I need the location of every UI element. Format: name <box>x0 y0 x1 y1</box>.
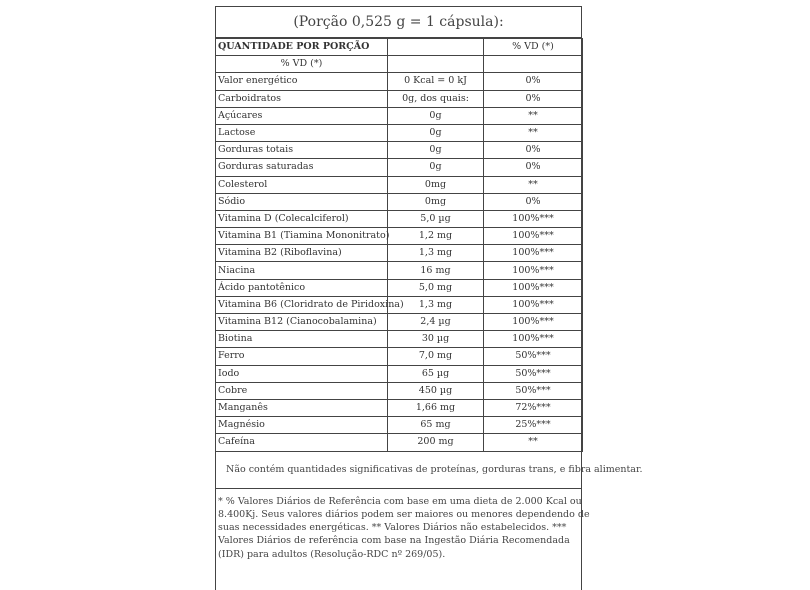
nutrient-vd: ** <box>484 124 583 141</box>
table-row <box>216 228 583 245</box>
not-significant-note: Não contém quantidades significativas de proteínas, gorduras trans, e fibra alimentar. <box>216 452 581 489</box>
nutrient-name: Manganês <box>216 399 388 416</box>
table-row <box>216 314 583 331</box>
nutrient-amount: 0g, dos quais: <box>388 90 484 107</box>
nutrient-vd: 0% <box>484 159 583 176</box>
table-row <box>216 434 583 451</box>
nutrient-name: Sódio <box>216 193 388 210</box>
table-row <box>216 159 583 176</box>
nutrient-name: Vitamina B1 (Tiamina Mononitrato) <box>216 228 388 245</box>
table-row <box>216 124 583 141</box>
nutrient-name: Gorduras saturadas <box>216 159 388 176</box>
nutrient-name: Ácido pantotênico <box>216 279 388 296</box>
nutrient-vd: 100%*** <box>484 228 583 245</box>
nutrient-amount: 0mg <box>388 176 484 193</box>
nutrient-vd: 72%*** <box>484 399 583 416</box>
nutrient-name: Iodo <box>216 365 388 382</box>
table-subheader-row <box>216 56 583 73</box>
nutrient-vd: 100%*** <box>484 245 583 262</box>
nutrient-vd: 100%*** <box>484 331 583 348</box>
table-row <box>216 296 583 313</box>
nutrient-amount: 5,0 mg <box>388 279 484 296</box>
nutrient-vd: 100%*** <box>484 279 583 296</box>
nutrient-name: Ferro <box>216 348 388 365</box>
nutrient-amount: 5,0 µg <box>388 210 484 227</box>
header-vd: % VD (*) <box>484 39 583 56</box>
nutrient-amount: 1,66 mg <box>388 399 484 416</box>
table-row <box>216 142 583 159</box>
table-row <box>216 348 583 365</box>
nutrient-vd: 50%*** <box>484 382 583 399</box>
nutrient-vd: ** <box>484 107 583 124</box>
nutrient-name: Vitamina D (Colecalciferol) <box>216 210 388 227</box>
nutrient-vd: 100%*** <box>484 296 583 313</box>
nutrient-amount: 0mg <box>388 193 484 210</box>
nutrient-amount: 1,3 mg <box>388 245 484 262</box>
nutrient-name: Colesterol <box>216 176 388 193</box>
nutrient-vd: 0% <box>484 90 583 107</box>
nutrient-vd: 0% <box>484 193 583 210</box>
portion-title: (Porção 0,525 g = 1 cápsula): <box>216 7 581 38</box>
nutrient-amount: 200 mg <box>388 434 484 451</box>
nutrient-name: Biotina <box>216 331 388 348</box>
nutrient-vd: 0% <box>484 142 583 159</box>
nutrient-vd: 100%*** <box>484 210 583 227</box>
table-row <box>216 73 583 90</box>
nutrient-amount: 65 mg <box>388 417 484 434</box>
nutrient-name: Cobre <box>216 382 388 399</box>
nutrient-name: Gorduras totais <box>216 142 388 159</box>
header-quantity-per-portion: QUANTIDADE POR PORÇÃO <box>216 39 388 56</box>
table-row <box>216 107 583 124</box>
nutrient-vd: ** <box>484 434 583 451</box>
nutrient-vd: 0% <box>484 73 583 90</box>
nutrient-amount: 2,4 µg <box>388 314 484 331</box>
nutrient-amount: 65 µg <box>388 365 484 382</box>
nutrient-vd: 100%*** <box>484 314 583 331</box>
subheader-empty-1 <box>388 56 484 73</box>
nutrient-name: Vitamina B6 (Cloridrato de Piridoxina) <box>216 296 388 313</box>
nutrient-amount: 7,0 mg <box>388 348 484 365</box>
table-row <box>216 399 583 416</box>
nutrition-table <box>215 38 583 452</box>
table-row <box>216 245 583 262</box>
nutrient-vd: 100%*** <box>484 262 583 279</box>
nutrient-amount: 450 µg <box>388 382 484 399</box>
nutrient-name: Cafeína <box>216 434 388 451</box>
nutrition-facts-panel <box>215 6 643 590</box>
nutrient-vd: ** <box>484 176 583 193</box>
nutrient-name: Vitamina B2 (Riboflavina) <box>216 245 388 262</box>
table-header-row <box>216 39 583 56</box>
table-row <box>216 382 583 399</box>
nutrient-amount: 0g <box>388 142 484 159</box>
header-amount <box>388 39 484 56</box>
nutrient-amount: 0 Kcal = 0 kJ <box>388 73 484 90</box>
nutrient-amount: 1,2 mg <box>388 228 484 245</box>
table-row <box>216 331 583 348</box>
nutrient-name: Lactose <box>216 124 388 141</box>
table-row <box>216 176 583 193</box>
nutrient-amount: 30 µg <box>388 331 484 348</box>
nutrient-amount: 0g <box>388 124 484 141</box>
nutrient-name: Vitamina B12 (Cianocobalamina) <box>216 314 388 331</box>
nutrient-vd: 50%*** <box>484 365 583 382</box>
nutrient-name: Açúcares <box>216 107 388 124</box>
nutrient-vd: 25%*** <box>484 417 583 434</box>
table-row <box>216 193 583 210</box>
table-row <box>216 90 583 107</box>
nutrient-vd: 50%*** <box>484 348 583 365</box>
nutrient-amount: 1,3 mg <box>388 296 484 313</box>
table-row <box>216 279 583 296</box>
nutrient-amount: 16 mg <box>388 262 484 279</box>
table-row <box>216 262 583 279</box>
subheader-vd: % VD (*) <box>216 56 388 73</box>
nutrient-name: Niacina <box>216 262 388 279</box>
nutrient-amount: 0g <box>388 107 484 124</box>
subheader-empty-2 <box>484 56 583 73</box>
table-row <box>216 365 583 382</box>
table-row <box>216 210 583 227</box>
nutrient-amount: 0g <box>388 159 484 176</box>
table-row <box>216 417 583 434</box>
footnote: * % Valores Diários de Referência com base em uma dieta de 2.000 Kcal ou 8.400Kj. Seus valores diários podem ser maiores ou menores dependendo de suas necessidades energéticas. ** Valores Diários não estabelecidos. *** Valores Diários de referência com base na Ingestão Diária Recomendada (IDR) para adultos (Resolução-RDC nº 269/05). <box>218 495 590 560</box>
nutrient-name: Carboidratos <box>216 90 388 107</box>
nutrient-name: Magnésio <box>216 417 388 434</box>
nutrient-name: Valor energético <box>216 73 388 90</box>
